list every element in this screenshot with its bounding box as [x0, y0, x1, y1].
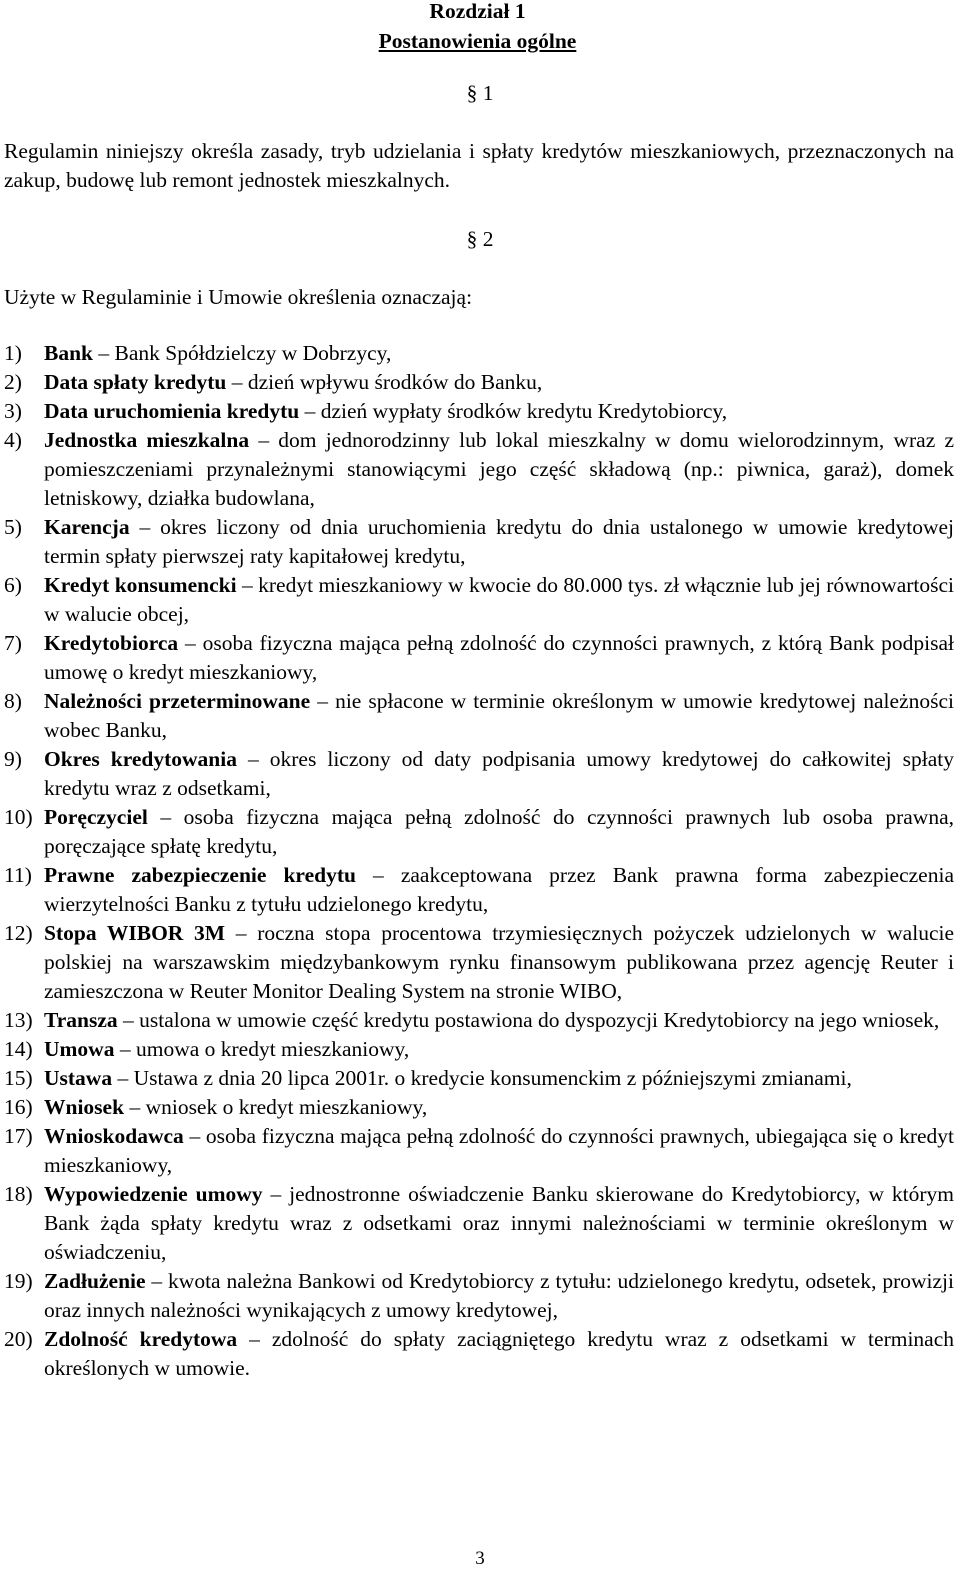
definition-item: [4, 339, 954, 368]
definition-item: [4, 1267, 954, 1325]
chapter-heading: [0, 0, 955, 56]
definition-description: dzień wypłaty środków kredytu Kredytobiorcy,: [320, 399, 728, 423]
definition-number: 7): [4, 631, 22, 655]
definition-body: Okres kredytowania – okres liczony od daty podpisania umowy kredytowej do całkowitej spłaty kredytu wraz z odsetkami,: [44, 747, 954, 800]
definition-body: Kredytobiorca – osoba fizyczna mająca pełną zdolność do czynności prawnych, z którą Bank podpisał umowę o kredyt mieszkaniowy,: [44, 631, 955, 684]
definition-description: umowa o kredyt mieszkaniowy,: [135, 1037, 410, 1061]
definition-description: Ustawa z dnia 20 lipca 2001r. o kredycie konsumenckim z późniejszymi zmianami,: [133, 1066, 852, 1090]
definition-term: Data spłaty kredytu: [44, 370, 227, 394]
definition-term: Wypowiedzenie umowy: [44, 1182, 263, 1206]
definition-term: Zdolność kredytowa: [44, 1327, 238, 1351]
definition-term: Bank: [44, 341, 94, 365]
definition-number: 15): [4, 1066, 33, 1090]
definition-item: [4, 919, 954, 1006]
definition-item: [4, 745, 954, 803]
definition-body: Kredyt konsumencki – kredyt mieszkaniowy w kwocie do 80.000 tys. zł włącznie lub jej równowartości w walucie obcej,: [44, 573, 954, 626]
definition-term: Data uruchomienia kredytu: [44, 399, 300, 423]
definition-description: kwota należna Bankowi od Kredytobiorcy z tytułu: udzielonego kredytu, odsetek, prowizji oraz innych należności wynikających z umowy kredytowej,: [44, 1269, 954, 1322]
definition-body: Wniosek – wniosek o kredyt mieszkaniowy,: [44, 1095, 428, 1119]
definition-number: 19): [4, 1269, 33, 1293]
definition-term: Jednostka mieszkalna: [44, 428, 250, 452]
definition-number: 8): [4, 689, 22, 713]
definition-number: 17): [4, 1124, 33, 1148]
definition-item: [4, 861, 954, 919]
definition-term: Ustawa: [44, 1066, 113, 1090]
definition-number: 5): [4, 515, 22, 539]
definition-number: 11): [4, 863, 32, 887]
definition-description: okres liczony od daty podpisania umowy kredytowej do całkowitej spłaty kredytu wraz z odsetkami,: [44, 747, 954, 800]
definition-description: Bank Spółdzielczy w Dobrzycy,: [114, 341, 392, 365]
definition-term: Poręczyciel: [44, 805, 148, 829]
definition-body: Jednostka mieszkalna – dom jednorodzinny lub lokal mieszkalny w domu wielorodzinnym, wraz z pomieszczeniami przynależnymi stanowiącymi jego część składową (np.: piwnica, garaż), domek letniskowy, działka budowlana,: [44, 428, 954, 510]
definition-number: 16): [4, 1095, 33, 1119]
definition-body: Należności przeterminowane – nie spłacone w terminie określonym w umowie kredytowej należności wobec Banku,: [44, 689, 955, 742]
definition-number: 3): [4, 399, 22, 423]
definition-number: 20): [4, 1327, 33, 1351]
definition-item: [4, 803, 954, 861]
definition-description: ustalona w umowie część kredytu postawiona do dyspozycji Kredytobiorcy na jego wniosek,: [139, 1008, 940, 1032]
section-1-text: Regulamin niniejszy określa zasady, tryb udzielania i spłaty kredytów mieszkaniowych, przeznaczonych na zakup, budowę lub remont jednostek mieszkalnych.: [4, 139, 954, 192]
definition-description: nie spłacone w terminie określonym w umowie kredytowej należności wobec Banku,: [44, 689, 955, 742]
definition-item: [4, 1035, 954, 1064]
definition-number: 4): [4, 428, 22, 452]
definition-description: osoba fizyczna mająca pełną zdolność do czynności prawnych, z którą Bank podpisał umowę o kredyt mieszkaniowy,: [44, 631, 955, 684]
definition-body: Bank – Bank Spółdzielczy w Dobrzycy,: [44, 341, 392, 365]
chapter-title: Rozdział 1: [429, 0, 526, 23]
definition-body: Prawne zabezpieczenie kredytu – zaakceptowana przez Bank prawna forma zabezpieczenia wierzytelności Banku z tytułu udzielonego kredytu,: [44, 863, 954, 916]
definition-item: [4, 571, 954, 629]
definition-item: [4, 397, 954, 426]
definition-body: Data uruchomienia kredytu – dzień wypłaty środków kredytu Kredytobiorcy,: [44, 399, 728, 423]
definition-body: Zdolność kredytowa – zdolność do spłaty zaciągniętego kredytu wraz z odsetkami w terminach określonych w umowie.: [44, 1327, 955, 1380]
definition-term: Stopa WIBOR 3M: [44, 921, 226, 945]
definition-item: [4, 1093, 954, 1122]
definition-item: [4, 368, 954, 397]
definition-body: Poręczyciel – osoba fizyczna mająca pełną zdolność do czynności prawnych lub osoba prawna, poręczające spłatę kredytu,: [44, 805, 954, 858]
definition-description: okres liczony od dnia uruchomienia kredytu do dnia ustalonego w umowie kredytowej termin spłaty pierwszej raty kapitałowej kredytu,: [44, 515, 954, 568]
definition-body: Stopa WIBOR 3M – roczna stopa procentowa trzymiesięcznych pożyczek udzielonych w walucie polskiej na warszawskim międzybankowym rynku finansowym publikowana przez agencję Reuter i zamieszczona w Reuter Monitor Dealing System na stronie WIBO,: [44, 921, 954, 1003]
definition-number: 12): [4, 921, 33, 945]
definition-term: Kredyt konsumencki: [44, 573, 237, 597]
definition-description: zaakceptowana przez Bank prawna forma zabezpieczenia wierzytelności Banku z tytułu udzielonego kredytu,: [44, 863, 954, 916]
definition-item: [4, 1006, 954, 1035]
definition-item: [4, 426, 954, 513]
definition-number: 2): [4, 370, 22, 394]
definition-term: Wnioskodawca: [44, 1124, 184, 1148]
definition-number: 9): [4, 747, 22, 771]
definition-term: Okres kredytowania: [44, 747, 237, 771]
definition-term: Prawne zabezpieczenie kredytu: [44, 863, 356, 887]
definition-term: Umowa: [44, 1037, 115, 1061]
definition-body: Karencja – okres liczony od dnia uruchomienia kredytu do dnia ustalonego w umowie kredytowej termin spłaty pierwszej raty kapitałowej kredytu,: [44, 515, 954, 568]
definition-term: Należności przeterminowane: [44, 689, 311, 713]
definition-number: 10): [4, 805, 33, 829]
definition-description: jednostronne oświadczenie Banku skierowane do Kredytobiorcy, w którym Bank żąda spłaty kredytu wraz z odsetkami oraz innymi należnościami w terminie określonym w oświadczeniu,: [44, 1182, 955, 1264]
definition-body: Wypowiedzenie umowy – jednostronne oświadczenie Banku skierowane do Kredytobiorcy, w którym Bank żąda spłaty kredytu wraz z odsetkami oraz innymi należnościami w terminie określonym w oświadczeniu,: [44, 1182, 955, 1264]
definition-description: dzień wpływu środków do Banku,: [247, 370, 543, 394]
definition-item: [4, 1180, 954, 1267]
definition-item: [4, 1325, 954, 1383]
definition-number: 1): [4, 341, 22, 365]
definition-number: 18): [4, 1182, 33, 1206]
definition-body: Zadłużenie – kwota należna Bankowi od Kredytobiorcy z tytułu: udzielonego kredytu, odsetek, prowizji oraz innych należności wynikających z umowy kredytowej,: [44, 1269, 954, 1322]
definition-description: zdolność do spłaty zaciągniętego kredytu wraz z odsetkami w terminach określonych w umowie.: [44, 1327, 955, 1380]
definition-item: [4, 687, 954, 745]
definition-term: Zadłużenie: [44, 1269, 146, 1293]
definition-term: Transza: [44, 1008, 118, 1032]
definition-term: Kredytobiorca: [44, 631, 179, 655]
definition-term: Wniosek: [44, 1095, 125, 1119]
definition-description: roczna stopa procentowa trzymiesięcznych pożyczek udzielonych w walucie polskiej na warszawskim międzybankowym rynku finansowym publikowana przez agencję Reuter i zamieszczona w Reuter Monitor Dealing System na stronie WIBO,: [44, 921, 954, 1003]
section-mark-1: § 1: [466, 81, 494, 105]
definition-item: [4, 1064, 954, 1093]
definition-item: [4, 513, 954, 571]
section-mark-2: § 2: [466, 227, 494, 251]
definition-number: 13): [4, 1008, 33, 1032]
definition-body: Transza – ustalona w umowie część kredytu postawiona do dyspozycji Kredytobiorcy na jego wniosek,: [44, 1008, 940, 1032]
definition-body: Ustawa – Ustawa z dnia 20 lipca 2001r. o kredycie konsumenckim z późniejszymi zmianami,: [44, 1066, 852, 1090]
section-2-intro: Użyte w Regulaminie i Umowie określenia oznaczają:: [4, 285, 473, 309]
definition-number: 6): [4, 573, 22, 597]
definition-description: osoba fizyczna mająca pełną zdolność do czynności prawnych, ubiegająca się o kredyt mieszkaniowy,: [44, 1124, 955, 1177]
definition-body: Wnioskodawca – osoba fizyczna mająca pełną zdolność do czynności prawnych, ubiegająca się o kredyt mieszkaniowy,: [44, 1124, 955, 1177]
definition-description: wniosek o kredyt mieszkaniowy,: [145, 1095, 428, 1119]
definition-description: kredyt mieszkaniowy w kwocie do 80.000 tys. zł włącznie lub jej równowartości w walucie obcej,: [44, 573, 954, 626]
definitions-list: [4, 339, 954, 1383]
definition-term: Karencja: [44, 515, 130, 539]
chapter-subtitle: Postanowienia ogólne: [378, 29, 577, 53]
page-number: 3: [475, 1548, 485, 1569]
definition-description: osoba fizyczna mająca pełną zdolność do czynności prawnych lub osoba prawna, poręczające spłatę kredytu,: [44, 805, 954, 858]
definition-number: 14): [4, 1037, 33, 1061]
definition-item: [4, 629, 954, 687]
definition-item: [4, 1122, 954, 1180]
definition-description: dom jednorodzinny lub lokal mieszkalny w domu wielorodzinnym, wraz z pomieszczeniami przynależnymi stanowiącymi jego część składową (np.: piwnica, garaż), domek letniskowy, działka budowlana,: [44, 428, 954, 510]
definition-body: Umowa – umowa o kredyt mieszkaniowy,: [44, 1037, 410, 1061]
definition-body: Data spłaty kredytu – dzień wpływu środków do Banku,: [44, 370, 543, 394]
